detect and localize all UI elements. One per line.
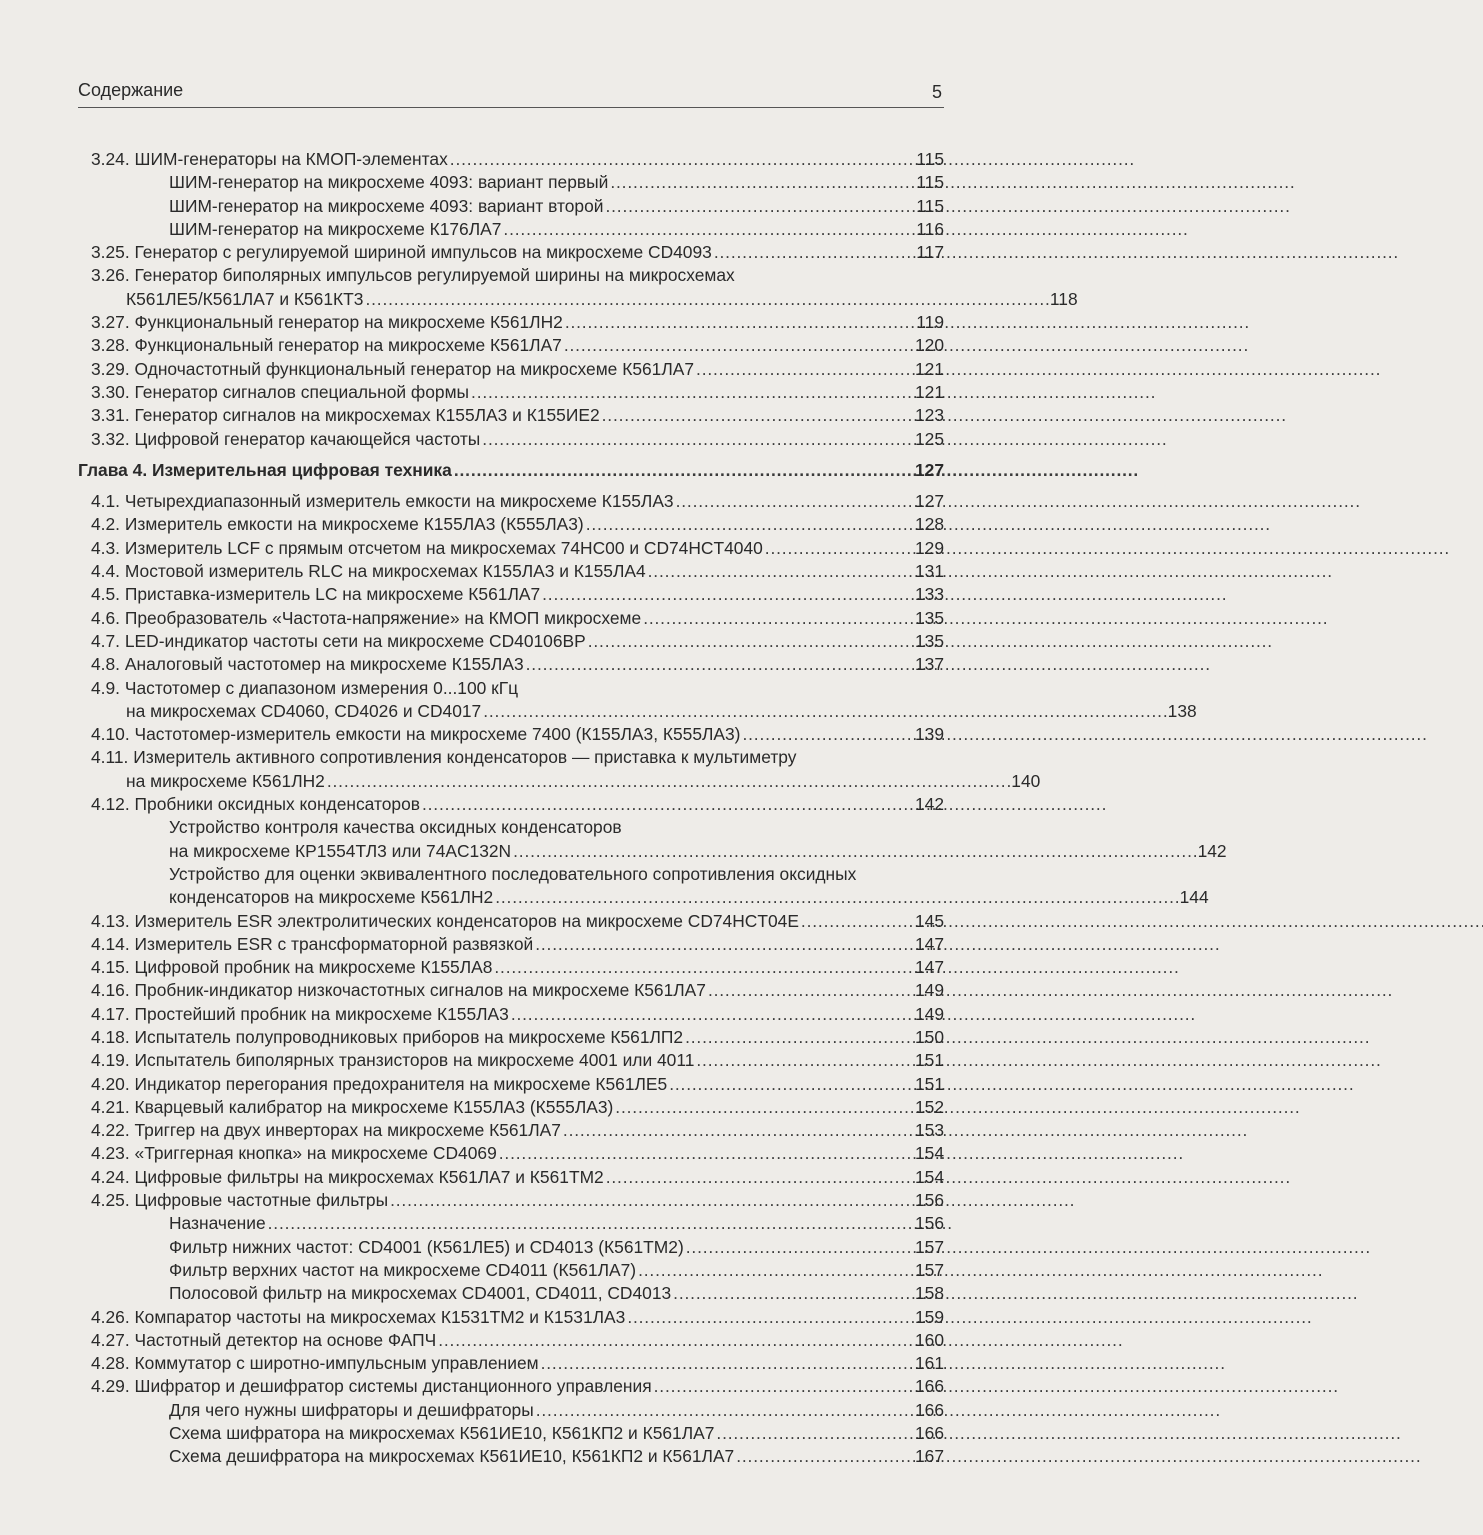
toc-entry: [78, 1189, 944, 1212]
toc-page-number: 145: [914, 910, 944, 931]
toc-entry-number: 3.25.: [91, 242, 130, 263]
toc-page-number: 166: [914, 1399, 944, 1420]
toc-page-number: 127: [914, 491, 944, 512]
toc-entry-title: Частотный детектор на основе ФАПЧ: [134, 1329, 437, 1350]
toc-subentry: [78, 1282, 944, 1305]
toc-entry-number: 4.17.: [91, 1003, 130, 1024]
toc-entry-title: Фильтр нижних частот: CD4001 (К561ЛЕ5) и CD4013 (К561ТМ2): [169, 1236, 684, 1257]
toc-entry-title-continued: конденсаторов на микросхеме К561ЛН2: [169, 887, 494, 908]
toc-entry: [78, 513, 944, 536]
leader-dots: [606, 1166, 904, 1189]
toc-page-number: 157: [914, 1259, 944, 1280]
toc-entry-number: 4.14.: [91, 933, 130, 954]
toc-entry-title: Приставка-измеритель LC на микросхеме К561ЛА7: [124, 584, 541, 605]
toc-entry: [78, 358, 944, 381]
running-header-title: Содержание: [78, 80, 184, 100]
toc-entry-number: 4.8.: [91, 654, 121, 675]
leader-dots: [268, 1212, 904, 1235]
toc-entry: [78, 630, 944, 653]
toc-entry-title: Глава 4. Измерительная цифровая техника: [78, 459, 452, 480]
toc-entry-title: Частотомер-измеритель емкости на микросхеме 7400 (К155ЛА3, К555ЛА3): [134, 724, 741, 745]
toc-entry-number: 3.26.: [91, 265, 130, 286]
toc-entry: [78, 264, 1078, 311]
leader-dots: [610, 171, 904, 194]
toc-subentry: [78, 1212, 944, 1235]
toc-page-number: 127: [914, 459, 944, 480]
leader-dots: [535, 933, 904, 956]
leader-dots: [685, 1026, 904, 1049]
toc-page-number: 154: [914, 1143, 944, 1164]
leader-dots: [696, 1049, 904, 1072]
toc-entry: [78, 428, 944, 451]
leader-dots: [643, 607, 904, 630]
toc-entry-number: 4.25.: [91, 1190, 130, 1211]
toc-entry-title: «Триггерная кнопка» на микросхеме CD4069: [134, 1143, 497, 1164]
leader-dots: [471, 381, 904, 404]
leader-dots: [736, 1445, 904, 1468]
leader-dots: [482, 428, 904, 451]
toc-page-number: 135: [914, 607, 944, 628]
toc-page-number: 125: [914, 428, 944, 449]
toc-subentry: [78, 1422, 944, 1445]
leader-dots: [499, 1142, 904, 1165]
toc-subentry: [78, 1236, 944, 1259]
toc-entry-title: Цифровые фильтры на микросхемах К561ЛА7 и К561ТМ2: [134, 1166, 604, 1187]
toc-entry-title: Измеритель емкости на микросхеме К155ЛА3 (К555ЛА3): [124, 514, 584, 535]
toc-entry: [78, 1026, 944, 1049]
toc-entry-number: 3.27.: [91, 312, 130, 333]
toc-page-number: 157: [914, 1236, 944, 1257]
toc-entry-title: Функциональный генератор на микросхеме К561ЛА7: [134, 335, 562, 356]
toc-page-number: 115: [916, 172, 944, 193]
leader-dots: [588, 630, 904, 653]
toc-entry-title: Триггер на двух инверторах на микросхеме К561ЛА7: [134, 1120, 561, 1141]
leader-dots: [686, 1236, 904, 1259]
toc-page-number: 147: [914, 957, 944, 978]
toc-entry-number: 4.3.: [91, 537, 121, 558]
toc-entry-title: Устройство контроля качества оксидных конденсаторов: [169, 817, 622, 838]
toc-subentry: [78, 1445, 944, 1468]
toc-entry: [78, 653, 944, 676]
toc-entry: [78, 241, 944, 264]
leader-dots: [526, 653, 904, 676]
toc-page-number: 160: [914, 1329, 944, 1350]
toc-entry: [78, 956, 944, 979]
toc-entry-title: Испытатель полупроводниковых приборов на микросхеме К561ЛП2: [134, 1026, 684, 1047]
leader-dots: [565, 311, 904, 334]
toc-entry-number: 3.29.: [91, 358, 130, 379]
toc-page-number: 129: [914, 537, 944, 558]
toc-entry-title: Четырехдиапазонный измеритель емкости на микросхеме К155ЛА3: [124, 491, 674, 512]
leader-dots: [438, 1329, 904, 1352]
toc-entry: [78, 746, 1041, 793]
toc-page-number: 142: [914, 794, 944, 815]
toc-subentry: [78, 218, 944, 241]
toc-page-number: 115: [916, 149, 944, 169]
leader-dots: [669, 1073, 904, 1096]
toc-page-number: 142: [1197, 840, 1227, 861]
leader-dots: [676, 490, 904, 513]
leader-dots: [495, 887, 1177, 907]
toc-entry-title: Генератор с регулируемой шириной импульсов на микросхеме CD4093: [134, 242, 712, 263]
toc-page-number: 120: [914, 335, 944, 356]
toc-entry-title: Измеритель ESR электролитических конденсаторов на микросхеме CD74HCT04E: [134, 910, 799, 931]
toc-entry: [78, 1142, 944, 1165]
toc-entry-title: Простейший пробник на микросхеме К155ЛА3: [134, 1003, 509, 1024]
toc-entry: [78, 1049, 944, 1072]
leader-dots: [390, 1189, 904, 1212]
toc-entry-title: Схема шифратора на микросхемах К561ИЕ10, К561КП2 и К561ЛА7: [169, 1423, 715, 1444]
toc-entry-title: ШИМ-генераторы на КМОП-элементах: [134, 149, 448, 169]
leader-dots: [648, 560, 904, 583]
toc-entry: [78, 793, 944, 816]
toc-entry-title: Одночастотный функциональный генератор на микросхеме К561ЛА7: [134, 358, 695, 379]
toc-entry-number: 3.24.: [91, 149, 130, 169]
toc-page-number: 137: [914, 654, 944, 675]
toc-entry: [78, 910, 944, 933]
toc-entry-number: 4.13.: [91, 910, 130, 931]
toc-chapter: [78, 459, 944, 482]
toc-entry-number: 4.9.: [91, 677, 121, 698]
toc-entry-title: Назначение: [169, 1213, 266, 1234]
toc-page-number: 117: [916, 242, 944, 263]
toc-entry-number: 4.10.: [91, 724, 130, 745]
toc-subentry: [78, 863, 1209, 910]
toc-page-number: 138: [1167, 700, 1197, 721]
header-rule: [78, 107, 944, 108]
leader-dots: [541, 1352, 904, 1375]
toc-page-number: 139: [914, 724, 944, 745]
toc-entry: [78, 583, 944, 606]
toc-entry-title-continued: на микросхеме КР1554ТЛ3 или 74AC132N: [169, 840, 512, 861]
toc-entry: [78, 148, 944, 171]
leader-dots: [513, 841, 1195, 861]
toc-entry-number: 4.18.: [91, 1026, 130, 1047]
leader-dots: [615, 1096, 904, 1119]
toc-entry-title: LED-индикатор частоты сети на микросхеме CD40106BP: [124, 630, 586, 651]
leader-dots: [483, 701, 1165, 721]
toc-entry-title: Пробники оксидных конденсаторов: [134, 794, 420, 815]
toc-entry: [78, 979, 944, 1002]
leader-dots: [494, 956, 904, 979]
toc-entry: [78, 1306, 944, 1329]
toc-entry-number: 4.23.: [91, 1143, 130, 1164]
leader-dots: [638, 1259, 904, 1282]
toc-entry: [78, 1329, 944, 1352]
toc-entry-number: 4.20.: [91, 1073, 130, 1094]
toc-entry-title: Испытатель биполярных транзисторов на микросхеме 4001 или 4011: [134, 1050, 695, 1071]
leader-dots: [511, 1003, 904, 1026]
leader-dots: [454, 459, 904, 482]
toc-entry-number: 4.28.: [91, 1353, 130, 1374]
toc-entry-title: Генератор сигналов на микросхемах К155ЛА3 и К155ИЕ2: [134, 405, 600, 426]
table-of-contents: [78, 148, 1227, 1469]
toc-entry-title-continued: на микросхемах CD4060, CD4026 и CD4017: [126, 700, 482, 721]
toc-entry: [78, 560, 944, 583]
toc-entry-number: 3.32.: [91, 428, 130, 449]
toc-entry: [78, 677, 1197, 724]
toc-page-number: 149: [914, 1003, 944, 1024]
toc-page-number: 147: [914, 933, 944, 954]
toc-entry-title: Фильтр верхних частот на микросхеме CD4011 (К561ЛА7): [169, 1259, 637, 1280]
toc-entry-title: Цифровой генератор качающейся частоты: [134, 428, 481, 449]
toc-entry: [78, 490, 944, 513]
leader-dots: [327, 771, 1009, 791]
toc-page-number: 116: [916, 218, 944, 239]
toc-entry: [78, 723, 944, 746]
toc-subentry: [78, 1399, 944, 1422]
toc-entry-title: Аналоговый частотомер на микросхеме К155ЛА3: [124, 654, 524, 675]
toc-entry-title: Индикатор перегорания предохранителя на микросхеме К561ЛЕ5: [134, 1073, 668, 1094]
page-number: 5: [931, 82, 942, 102]
toc-page-number: 121: [914, 381, 944, 402]
leader-dots: [765, 537, 904, 560]
leader-dots: [563, 1119, 904, 1142]
leader-dots: [536, 1399, 904, 1422]
toc-page-number: 151: [914, 1050, 944, 1071]
toc-entry-title: Схема дешифратора на микросхемах К561ИЕ10, К561КП2 и К561ЛА7: [169, 1446, 735, 1467]
leader-dots: [654, 1375, 904, 1398]
toc-page-number: 159: [914, 1306, 944, 1327]
toc-entry: [78, 1166, 944, 1189]
toc-entry-title: Цифровой пробник на микросхеме К155ЛА8: [134, 957, 493, 978]
leader-dots: [450, 148, 904, 171]
toc-entry-title: ШИМ-генератор на микросхеме 4093: вариант второй: [169, 195, 604, 216]
toc-entry-number: 4.27.: [91, 1329, 130, 1350]
toc-page-number: 128: [914, 514, 944, 535]
toc-entry-number: 4.16.: [91, 980, 130, 1001]
toc-entry-number: 4.21.: [91, 1096, 130, 1117]
toc-page-number: 144: [1179, 887, 1209, 908]
running-header: [78, 80, 944, 108]
toc-entry: [78, 1003, 944, 1026]
toc-page-number: 167: [914, 1446, 944, 1467]
toc-page-number: 140: [1011, 770, 1041, 791]
toc-entry-title: Компаратор частоты на микросхемах К1531ТМ2 и К1531ЛА3: [134, 1306, 626, 1327]
toc-entry-number: 4.6.: [91, 607, 121, 628]
toc-entry: [78, 607, 944, 630]
toc-entry-number: 4.5.: [91, 584, 121, 605]
toc-page-number: 153: [914, 1120, 944, 1141]
toc-subentry: [78, 816, 1227, 863]
leader-dots: [673, 1282, 904, 1305]
toc-entry-title: Частотомер с диапазоном измерения 0...100 кГц: [124, 677, 519, 698]
toc-page-number: 121: [914, 358, 944, 379]
toc-entry-number: 3.28.: [91, 335, 130, 356]
toc-entry-number: 4.15.: [91, 957, 130, 978]
toc-entry: [78, 404, 944, 427]
leader-dots: [801, 910, 904, 933]
toc-entry-title: Кварцевый калибратор на микросхеме К155ЛА3 (К555ЛА3): [134, 1096, 614, 1117]
toc-entry: [78, 1352, 944, 1375]
toc-entry-title: Полосовой фильтр на микросхемах CD4001, CD4011, CD4013: [169, 1283, 672, 1304]
leader-dots: [542, 583, 904, 606]
toc-page-number: 156: [914, 1190, 944, 1211]
leader-dots: [742, 723, 904, 746]
toc-entry: [78, 381, 944, 404]
toc-entry: [78, 1119, 944, 1142]
toc-entry-number: 3.31.: [91, 405, 130, 426]
toc-entry-number: 4.11.: [91, 747, 129, 768]
toc-entry-title: Измеритель LCF с прямым отсчетом на микросхемах 74HC00 и CD74HCT4040: [124, 537, 763, 558]
toc-entry-title-continued: К561ЛЕ5/К561ЛА7 и К561КТ3: [126, 288, 364, 309]
toc-entry-title: Измеритель ESR с трансформаторной развязкой: [134, 933, 534, 954]
toc-entry: [78, 933, 944, 956]
toc-entry-number: 4.12.: [91, 794, 130, 815]
toc-page-number: 149: [914, 980, 944, 1001]
leader-dots: [365, 289, 1047, 309]
toc-page-number: 123: [914, 405, 944, 426]
toc-entry: [78, 537, 944, 560]
toc-entry: [78, 311, 944, 334]
toc-entry-title: Мостовой измеритель RLC на микросхемах К155ЛА3 и К155ЛА4: [124, 561, 646, 582]
toc-entry: [78, 1375, 944, 1398]
toc-entry-title: ШИМ-генератор на микросхеме К176ЛА7: [169, 218, 502, 239]
toc-page-number: 161: [914, 1353, 944, 1374]
toc-entry: [78, 1096, 944, 1119]
leader-dots: [716, 1422, 904, 1445]
leader-dots: [627, 1306, 904, 1329]
toc-entry-number: 4.24.: [91, 1166, 130, 1187]
toc-page-number: 151: [914, 1073, 944, 1094]
leader-dots: [422, 793, 904, 816]
toc-page-number: 154: [914, 1166, 944, 1187]
toc-entry-title: Преобразователь «Частота-напряжение» на КМОП микросхеме: [124, 607, 642, 628]
toc-entry-title: Измеритель активного сопротивления конденсаторов — приставка к мультиметру: [133, 747, 797, 768]
toc-subentry: [78, 195, 944, 218]
toc-entry-title: Шифратор и дешифратор системы дистанционного управления: [134, 1376, 652, 1397]
toc-entry-number: 4.7.: [91, 630, 121, 651]
toc-entry-number: 4.2.: [91, 514, 121, 535]
toc-page-number: 131: [914, 561, 944, 582]
toc-entry: [78, 1073, 944, 1096]
toc-entry-number: 4.22.: [91, 1120, 130, 1141]
toc-entry-title: Генератор сигналов специальной формы: [134, 381, 470, 402]
toc-entry-number: 4.4.: [91, 561, 121, 582]
toc-page-number: 118: [1049, 288, 1078, 309]
toc-entry-title: Коммутатор с широтно-импульсным управлением: [134, 1353, 539, 1374]
leader-dots: [586, 513, 904, 536]
toc-page-number: 133: [914, 584, 944, 605]
toc-entry-number: 3.30.: [91, 381, 130, 402]
toc-entry-title: Для чего нужны шифраторы и дешифраторы: [169, 1399, 534, 1420]
leader-dots: [708, 979, 904, 1002]
leader-dots: [602, 404, 904, 427]
toc-page-number: 156: [914, 1213, 944, 1234]
toc-entry: [78, 334, 944, 357]
toc-entry-number: 4.19.: [91, 1050, 130, 1071]
leader-dots: [696, 358, 904, 381]
toc-entry-title: ШИМ-генератор на микросхеме 4093: вариант первый: [169, 172, 609, 193]
toc-entry-number: 4.1.: [91, 491, 121, 512]
toc-entry-title: Генератор биполярных импульсов регулируемой ширины на микросхемах: [134, 265, 735, 286]
toc-page-number: 166: [914, 1376, 944, 1397]
toc-page-number: 119: [916, 312, 944, 333]
toc-page-number: 152: [914, 1096, 944, 1117]
toc-subentry: [78, 1259, 944, 1282]
toc-entry-title: Пробник-индикатор низкочастотных сигналов на микросхеме К561ЛА7: [134, 980, 706, 1001]
toc-page-number: 150: [914, 1026, 944, 1047]
toc-entry-number: 4.29.: [91, 1376, 130, 1397]
leader-dots: [605, 195, 904, 218]
leader-dots: [564, 334, 904, 357]
toc-entry-title: Цифровые частотные фильтры: [134, 1190, 389, 1211]
toc-entry-number: 4.26.: [91, 1306, 130, 1327]
toc-entry-title-continued: на микросхеме К561ЛН2: [126, 770, 325, 791]
toc-entry-title: Устройство для оценки эквивалентного последовательного сопротивления оксидных: [169, 863, 857, 884]
leader-dots: [714, 241, 904, 264]
toc-page-number: 158: [914, 1283, 944, 1304]
toc-subentry: [78, 171, 944, 194]
toc-page-number: 135: [914, 630, 944, 651]
toc-page-number: 115: [916, 195, 944, 216]
toc-page-number: 166: [914, 1423, 944, 1444]
leader-dots: [503, 218, 904, 241]
toc-entry-title: Функциональный генератор на микросхеме К561ЛН2: [134, 312, 563, 333]
